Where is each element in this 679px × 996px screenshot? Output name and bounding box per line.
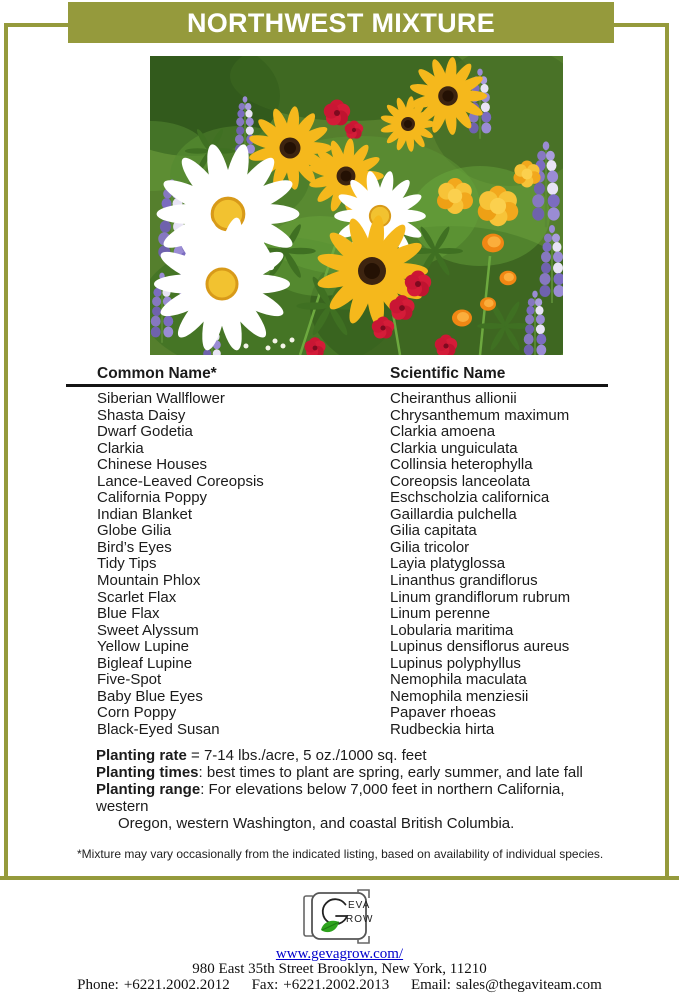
logo-text-row: ROW <box>346 914 374 925</box>
species-table-row <box>97 457 607 474</box>
species-table-row <box>97 590 607 607</box>
species-table-row <box>97 606 607 623</box>
fax-number: +6221.2002.2013 <box>283 977 390 993</box>
common-name-cell: Baby Blue Eyes <box>97 687 203 705</box>
common-name-cell: Sweet Alyssum <box>97 621 199 639</box>
gevagrow-logo <box>301 887 379 945</box>
species-table-row <box>97 391 607 408</box>
species-table <box>97 391 607 738</box>
species-table-row <box>97 573 607 590</box>
species-table-row <box>97 490 607 507</box>
scientific-name-cell: Papaver rhoeas <box>390 704 496 722</box>
species-table-row <box>97 672 607 689</box>
scientific-name-cell: Cheiranthus allionii <box>390 390 517 407</box>
email-address: sales@thegaviteam.com <box>455 977 602 993</box>
species-table-row <box>97 474 607 491</box>
common-name-cell: Clarkia <box>97 439 144 457</box>
planting-rate-line: Planting rate = 7-14 lbs./acre, 5 oz./1000 sq. feet <box>96 747 427 764</box>
website-link[interactable]: www.gevagrow.com/ <box>275 946 404 962</box>
species-table-row <box>97 441 607 458</box>
footnote: *Mixture may vary occasionally from the indicated listing, based on availability of individual species. <box>77 847 604 861</box>
phone-group: Phone: +6221.2002.2012 <box>77 977 230 993</box>
species-table-row <box>97 523 607 540</box>
species-table-row <box>97 656 607 673</box>
common-name-cell: Five-Spot <box>97 671 162 689</box>
wildflower-photo <box>150 56 563 355</box>
common-name-cell: Corn Poppy <box>97 704 177 722</box>
planting-range-continuation: Oregon, western Washington, and coastal British Columbia. <box>118 815 515 832</box>
phone-number: +6221.2002.2012 <box>123 977 230 993</box>
planting-info <box>96 747 624 832</box>
scientific-name-cell: Lupinus polyphyllus <box>390 654 521 672</box>
table-header-rule <box>66 384 608 387</box>
column-header-common-name: Common Name* <box>97 365 217 382</box>
common-name-cell: Bird’s Eyes <box>97 538 172 556</box>
scientific-name-cell: Linum perenne <box>390 605 491 623</box>
common-name-cell: Chinese Houses <box>97 456 208 474</box>
species-table-row <box>97 540 607 557</box>
common-name-cell: California Poppy <box>97 489 208 507</box>
scientific-name-cell: Eschscholzia californica <box>390 489 550 507</box>
planting-times-label: Planting times <box>96 764 199 781</box>
address-line: 980 East 35th Street Brooklyn, New York, 11210 <box>192 961 487 977</box>
common-name-cell: Indian Blanket <box>97 505 193 523</box>
fax-group: Fax: +6221.2002.2013 <box>251 977 390 993</box>
common-name-cell: Tidy Tips <box>97 555 157 573</box>
species-table-row <box>97 722 607 739</box>
common-name-cell: Blue Flax <box>97 605 160 623</box>
scientific-name-cell: Linum grandiflorum rubrum <box>390 588 571 606</box>
column-header-scientific-name: Scientific Name <box>390 365 506 382</box>
scientific-name-cell: Nemophila menziesii <box>390 687 529 705</box>
planting-range-wrap: western <box>96 798 149 815</box>
scientific-name-cell: Gaillardia pulchella <box>390 505 517 523</box>
scientific-name-cell: Lobularia maritima <box>390 621 514 639</box>
common-name-cell: Globe Gilia <box>97 522 172 540</box>
scientific-name-cell: Clarkia unguiculata <box>390 439 518 457</box>
bottom-rule <box>0 876 679 880</box>
species-table-row <box>97 689 607 706</box>
scientific-name-cell: Gilia tricolor <box>390 538 470 556</box>
common-name-cell: Dwarf Godetia <box>97 423 193 441</box>
page-title: NORTHWEST MIXTURE <box>186 8 496 38</box>
species-table-row <box>97 623 607 640</box>
scientific-name-cell: Coreopsis lanceolata <box>390 472 531 490</box>
common-name-cell: Siberian Wallflower <box>97 390 225 407</box>
contact-line <box>0 977 679 994</box>
common-name-cell: Bigleaf Lupine <box>97 654 193 672</box>
common-name-cell: Yellow Lupine <box>97 638 190 656</box>
common-name-cell: Mountain Phlox <box>97 572 201 590</box>
logo-text-eva: EVA <box>348 900 371 911</box>
species-table-row <box>97 507 607 524</box>
common-name-cell: Scarlet Flax <box>97 588 177 606</box>
planting-rate-label: Planting rate <box>96 747 187 764</box>
scientific-name-cell: Clarkia amoena <box>390 423 496 441</box>
scientific-name-cell: Nemophila maculata <box>390 671 527 689</box>
email-group: Email: sales@thegaviteam.com <box>410 977 602 993</box>
scientific-name-cell: Chrysanthemum maximum <box>390 406 570 424</box>
scientific-name-cell: Rudbeckia hirta <box>390 720 495 738</box>
scientific-name-cell: Lupinus densiflorus aureus <box>390 638 570 656</box>
species-table-row <box>97 408 607 425</box>
scientific-name-cell: Layia platyglossa <box>390 555 506 573</box>
common-name-cell: Black-Eyed Susan <box>97 720 220 738</box>
title-banner <box>68 2 614 43</box>
species-table-row <box>97 705 607 722</box>
species-table-row <box>97 556 607 573</box>
common-name-cell: Shasta Daisy <box>97 406 186 424</box>
planting-times-line: Planting times: best times to plant are spring, early summer, and late fall <box>96 764 583 781</box>
planting-range-line: Planting range: For elevations below 7,000 feet in northern California, <box>96 781 565 798</box>
scientific-name-cell: Linanthus grandiflorus <box>390 572 538 590</box>
common-name-cell: Lance-Leaved Coreopsis <box>97 472 264 490</box>
planting-range-label: Planting range <box>96 781 201 798</box>
scientific-name-cell: Collinsia heterophylla <box>390 456 533 474</box>
species-table-row <box>97 424 607 441</box>
scientific-name-cell: Gilia capitata <box>390 522 477 540</box>
species-table-row <box>97 639 607 656</box>
